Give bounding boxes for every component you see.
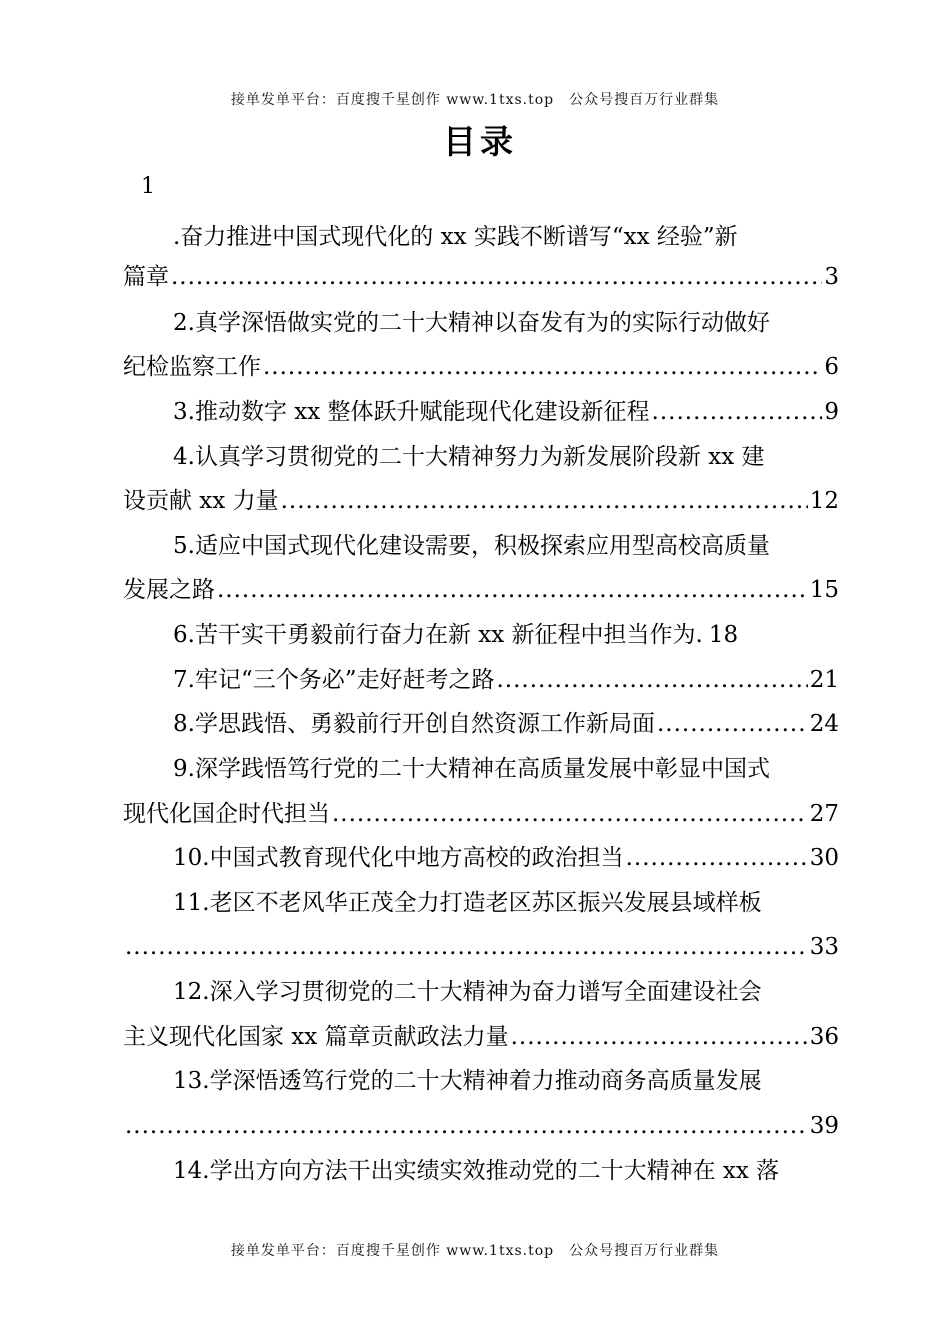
toc-entry-8[interactable] <box>123 702 839 746</box>
toc-entry-14-line1[interactable]: 14.学出方向方法干出实绩实效推动党的二十大精神在 xx 落 <box>173 1158 780 1184</box>
toc-entry-12-leader[interactable] <box>123 1015 839 1059</box>
toc-entry-5-line1[interactable]: 5.适应中国式现代化建设需要，积极探索应用型高校高质量 <box>173 533 770 559</box>
toc-entry-6-page: 18 <box>708 622 739 648</box>
toc-entry-6[interactable] <box>123 613 839 657</box>
leader-dots <box>652 390 823 434</box>
toc-entry-1-leader[interactable] <box>123 255 839 299</box>
toc-entry-9-line1[interactable]: 9.深学践悟笃行党的二十大精神在高质量发展中彰显中国式 <box>173 756 770 782</box>
toc-entry-1-line2: 篇章 <box>123 264 169 290</box>
toc-entry-11-leader[interactable] <box>123 925 839 969</box>
toc-entry-13-page: 39 <box>809 1113 839 1139</box>
toc-entry-1-line1[interactable]: .奋力推进中国式现代化的 xx 实践不断谱写“xx 经验”新 <box>173 224 738 250</box>
leader-dots <box>281 479 808 523</box>
leader-dots <box>217 568 808 612</box>
toc-entry-4-page: 12 <box>809 488 839 514</box>
toc-entry-6-title: 6.苦干实干勇毅前行奋力在新 xx 新征程中担当作为. <box>173 622 703 648</box>
toc-entry-10[interactable] <box>123 836 839 880</box>
toc-entry-5-line2: 发展之路 <box>123 577 215 603</box>
toc-entry-3-title: 3.推动数字 xx 整体跃升赋能现代化建设新征程 <box>173 399 650 425</box>
leader-dots <box>263 345 822 389</box>
toc-entry-9-leader[interactable] <box>123 792 839 836</box>
toc-entry-10-page: 30 <box>809 845 839 871</box>
toc-entry-12-line2: 主义现代化国家 xx 篇章贡献政法力量 <box>123 1024 509 1050</box>
page-footer-watermark: 接单发单平台：百度搜千星创作 www.1txs.top 公众号搜百万行业群集 <box>230 1243 720 1259</box>
toc-entry-7-page: 21 <box>809 667 839 693</box>
toc-entry-11-line1[interactable]: 11.老区不老风华正茂全力打造老区苏区振兴发展县域样板 <box>173 890 762 916</box>
toc-entry-12-line1[interactable]: 12.深入学习贯彻党的二十大精神为奋力谱写全面建设社会 <box>173 979 762 1005</box>
leader-dots <box>496 658 807 702</box>
leader-dots <box>125 1104 808 1148</box>
toc-entry-4-leader[interactable] <box>123 479 839 523</box>
toc-entry-5-leader[interactable] <box>123 568 839 612</box>
toc-entry-10-title: 10.中国式教育现代化中地方高校的政治担当 <box>173 845 624 871</box>
toc-entry-7[interactable] <box>123 658 839 702</box>
leader-dots <box>332 792 808 836</box>
toc-entry-8-title: 8.学思践悟、勇毅前行开创自然资源工作新局面 <box>173 711 655 737</box>
page-title: 目录 <box>443 122 517 161</box>
toc-entry-11-page: 33 <box>809 934 839 960</box>
toc-entry-12-page: 36 <box>809 1024 839 1050</box>
leader-dots <box>657 702 808 746</box>
toc-entry-2-leader[interactable] <box>123 345 839 389</box>
leader-dots <box>171 255 822 299</box>
stray-number: 1 <box>141 174 155 199</box>
leader-dots <box>125 925 808 969</box>
toc-entry-2-page: 6 <box>824 354 839 380</box>
toc-entry-1-page: 3 <box>824 264 839 290</box>
toc-entry-13-leader[interactable] <box>123 1104 839 1148</box>
toc-entry-9-page: 27 <box>809 801 839 827</box>
toc-entry-8-page: 24 <box>809 711 839 737</box>
toc-entry-5-page: 15 <box>809 577 839 603</box>
toc-entry-3[interactable] <box>123 390 839 434</box>
toc-entry-3-page: 9 <box>824 399 839 425</box>
toc-entry-7-title: 7.牢记“三个务必”走好赶考之路 <box>173 667 495 693</box>
toc-entry-13-line1[interactable]: 13.学深悟透笃行党的二十大精神着力推动商务高质量发展 <box>173 1068 762 1094</box>
toc-entry-2-line1[interactable]: 2.真学深悟做实党的二十大精神以奋发有为的实际行动做好 <box>173 310 770 336</box>
toc-entry-2-line2: 纪检监察工作 <box>123 354 261 380</box>
toc-entry-4-line2: 设贡献 xx 力量 <box>123 488 279 514</box>
toc-entry-9-line2: 现代化国企时代担当 <box>123 801 330 827</box>
leader-dots <box>511 1015 808 1059</box>
page-header-watermark: 接单发单平台：百度搜千星创作 www.1txs.top 公众号搜百万行业群集 <box>230 92 720 108</box>
toc-entry-4-line1[interactable]: 4.认真学习贯彻党的二十大精神努力为新发展阶段新 xx 建 <box>173 444 765 470</box>
leader-dots <box>626 836 808 880</box>
